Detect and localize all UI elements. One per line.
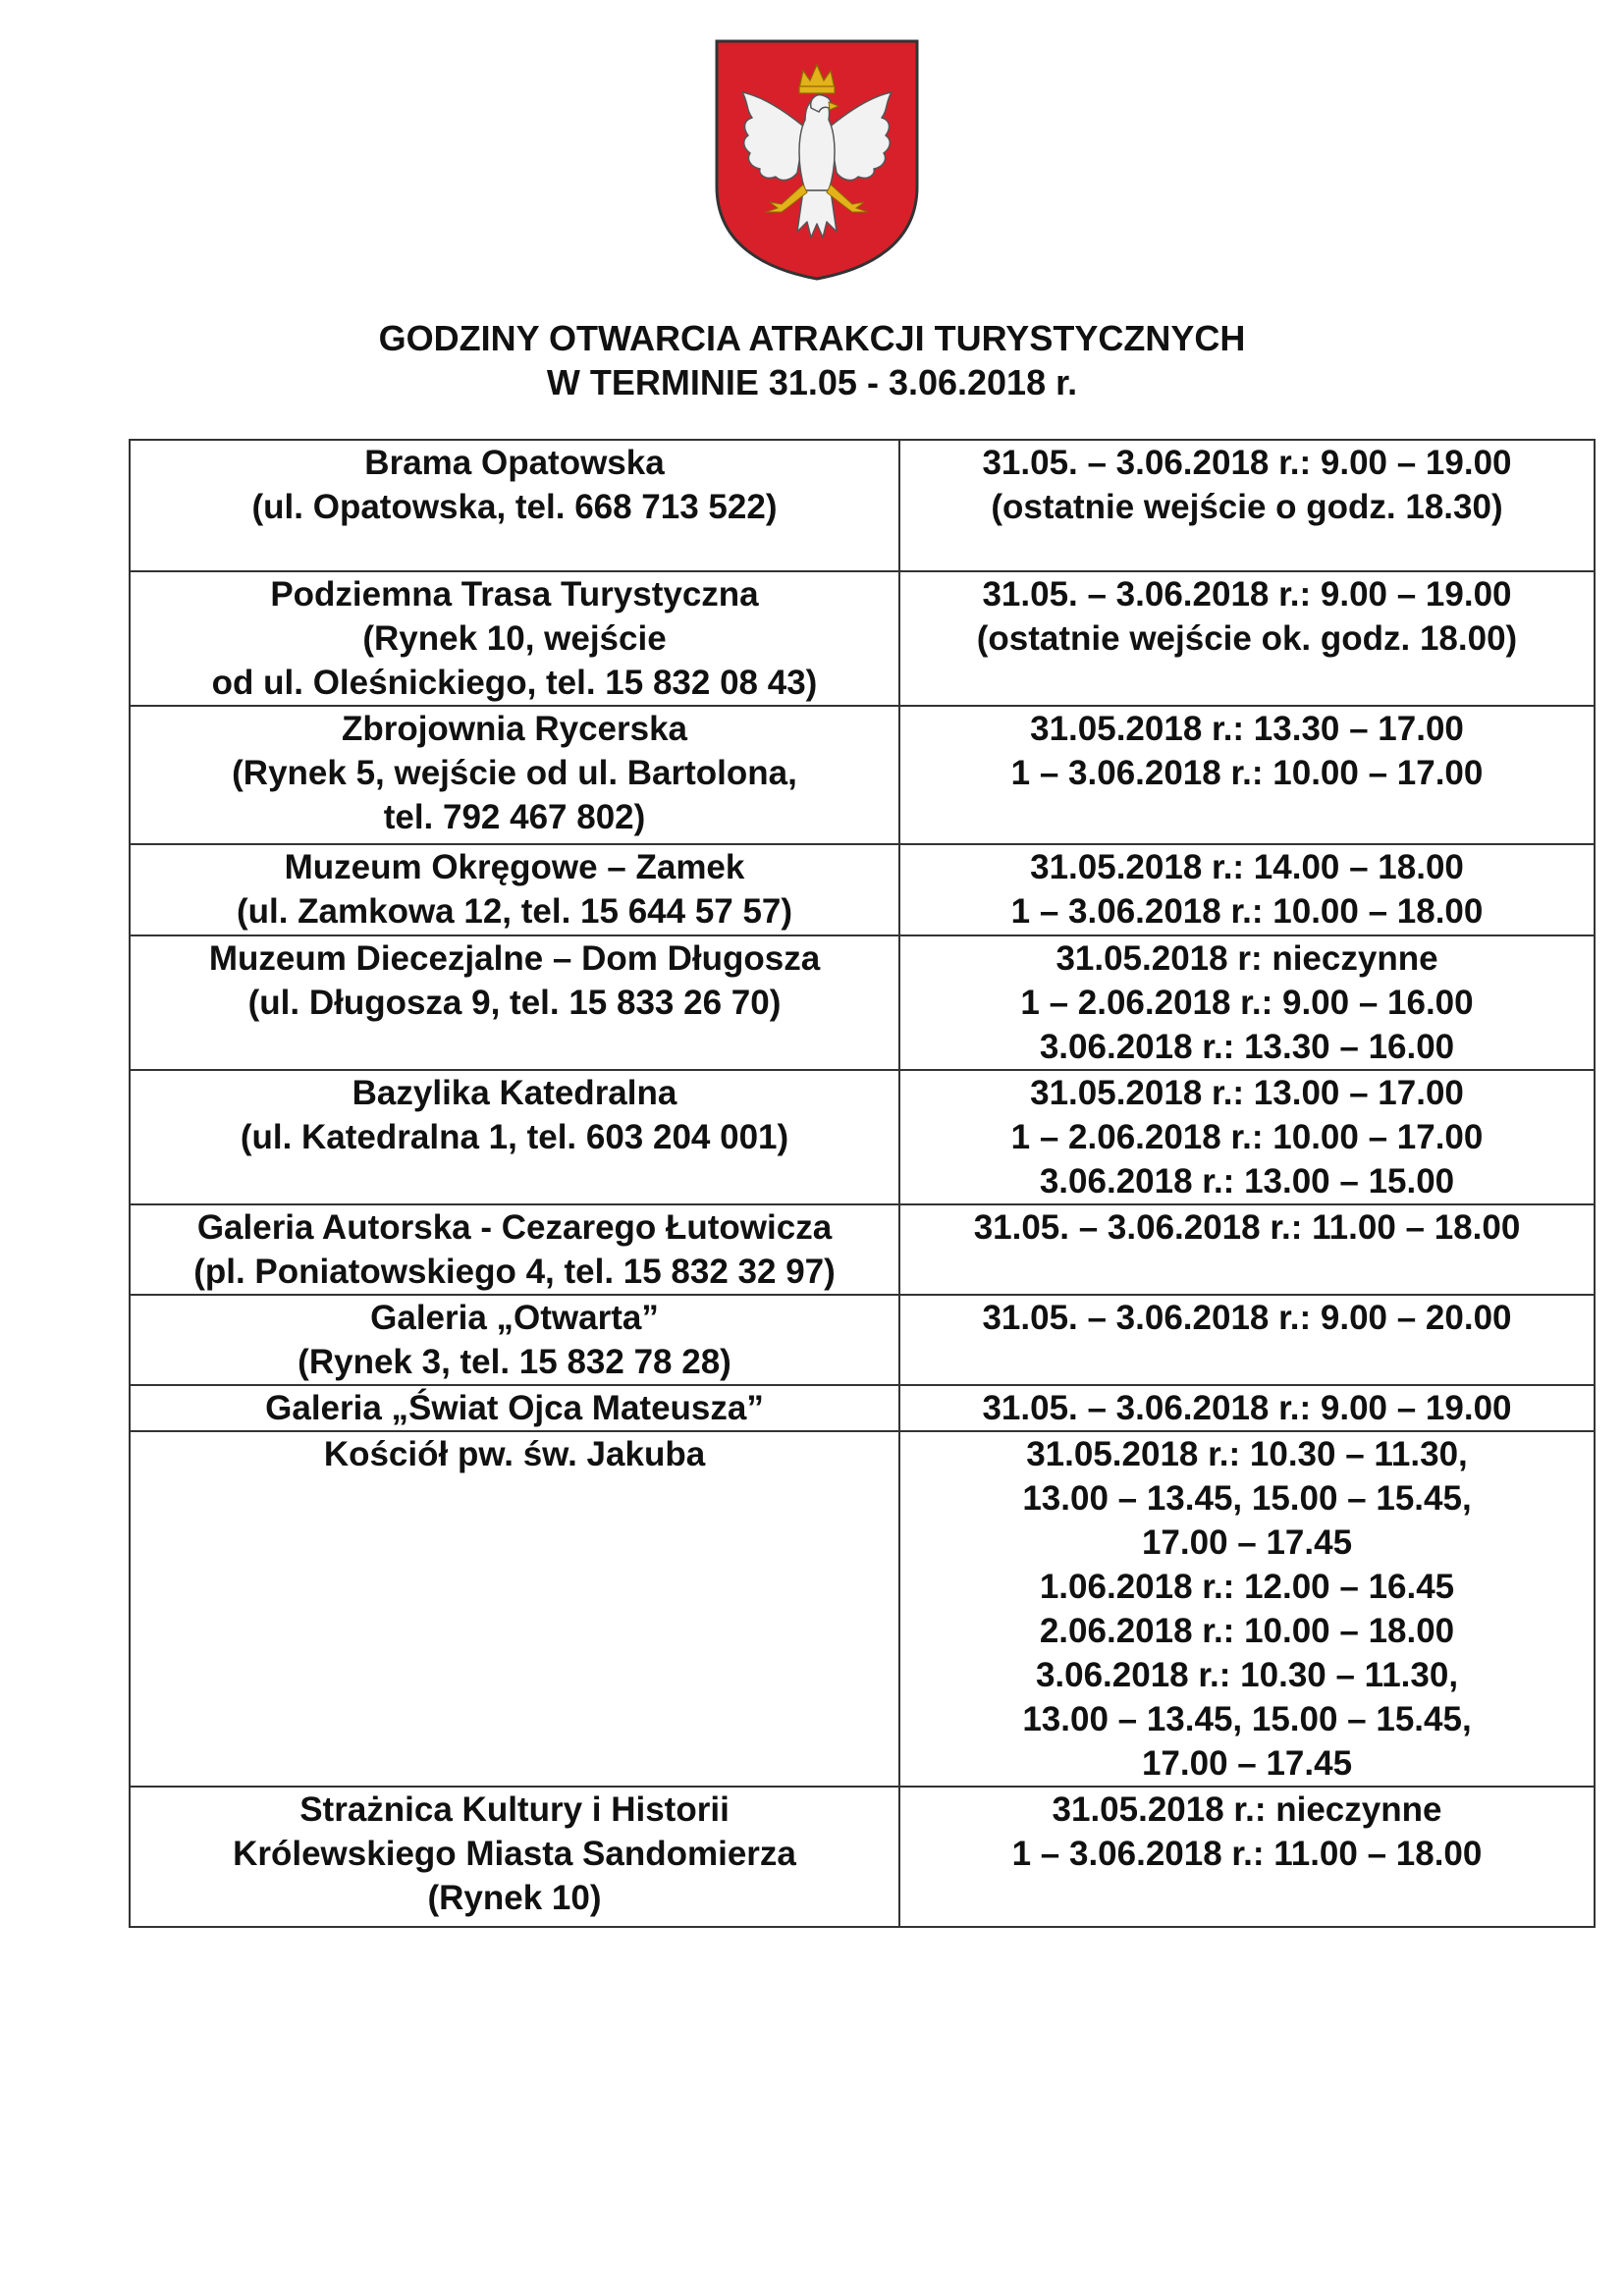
attraction-name: Podziemna Trasa Turystyczna <box>270 575 759 614</box>
attraction-address: (Rynek 10, wejście <box>362 619 667 658</box>
table-row <box>130 1431 1595 1787</box>
page-title: GODZINY OTWARCIA ATRAKCJI TURYSTYCZNYCH <box>378 318 1246 358</box>
table-row <box>130 844 1595 935</box>
hours-line: 31.05.2018 r.: nieczynne <box>1052 1790 1442 1829</box>
hours-cell <box>899 1295 1595 1385</box>
hours-line: 31.05. – 3.06.2018 r.: 9.00 – 19.00 <box>982 1389 1512 1427</box>
attraction-cell <box>130 935 899 1070</box>
hours-line: 17.00 – 17.45 <box>1141 1523 1353 1562</box>
attraction-name: Brama Opatowska <box>364 444 665 482</box>
hours-cell <box>899 571 1595 706</box>
hours-cell <box>899 1070 1595 1204</box>
hours-line: 31.05. – 3.06.2018 r.: 9.00 – 19.00 <box>982 444 1512 482</box>
hours-line: 1 – 2.06.2018 r.: 9.00 – 16.00 <box>1020 984 1474 1022</box>
hours-line: 3.06.2018 r.: 13.30 – 16.00 <box>1039 1028 1455 1066</box>
attraction-address: (ul. Długosza 9, tel. 15 833 26 70) <box>247 984 782 1022</box>
table-row <box>130 1204 1595 1295</box>
hours-line: 1 – 3.06.2018 r.: 10.00 – 17.00 <box>1010 754 1484 792</box>
hours-line: 31.05.2018 r: nieczynne <box>1056 939 1438 978</box>
hours-line: 17.00 – 17.45 <box>1141 1744 1353 1783</box>
page-subtitle: W TERMINIE 31.05 - 3.06.2018 r. <box>546 362 1078 402</box>
attraction-cell <box>130 1431 899 1787</box>
attraction-address: (Rynek 3, tel. 15 832 78 28) <box>298 1343 731 1381</box>
table-row <box>130 440 1595 571</box>
coat-of-arms-emblem <box>713 37 921 281</box>
attraction-cell <box>130 1385 899 1431</box>
attraction-cell <box>130 440 899 571</box>
attraction-name: Strażnica Kultury i Historii <box>299 1790 730 1829</box>
hours-line: 13.00 – 13.45, 15.00 – 15.45, <box>1022 1700 1472 1738</box>
attraction-cell <box>130 1787 899 1927</box>
attraction-cell <box>130 844 899 935</box>
table-row <box>130 706 1595 844</box>
attraction-cell <box>130 1070 899 1204</box>
hours-line: 3.06.2018 r.: 10.30 – 11.30, <box>1035 1656 1459 1694</box>
attraction-address: (ul. Zamkowa 12, tel. 15 644 57 57) <box>236 892 793 931</box>
hours-line: 1 – 3.06.2018 r.: 11.00 – 18.00 <box>1011 1835 1483 1873</box>
attraction-name: Muzeum Diecezjalne – Dom Długosza <box>208 939 821 978</box>
attraction-name: Królewskiego Miasta Sandomierza <box>233 1835 796 1873</box>
hours-cell <box>899 1385 1595 1431</box>
opening-hours-table <box>129 439 1596 1928</box>
hours-line: 31.05.2018 r.: 10.30 – 11.30, <box>1026 1435 1468 1473</box>
attraction-address: tel. 792 467 802) <box>383 798 646 836</box>
attraction-address: (Rynek 10) <box>427 1879 602 1917</box>
attraction-cell <box>130 1204 899 1295</box>
hours-line: 1.06.2018 r.: 12.00 – 16.45 <box>1039 1568 1455 1606</box>
hours-line: 31.05. – 3.06.2018 r.: 11.00 – 18.00 <box>973 1208 1521 1247</box>
table-row <box>130 1385 1595 1431</box>
table-row <box>130 1295 1595 1385</box>
attraction-name: Kościół pw. św. Jakuba <box>323 1435 706 1473</box>
attraction-address: (ul. Opatowska, tel. 668 713 522) <box>251 488 778 526</box>
hours-cell <box>899 1204 1595 1295</box>
attraction-cell <box>130 706 899 844</box>
hours-line: (ostatnie wejście o godz. 18.30) <box>991 488 1503 526</box>
table-row <box>130 1787 1595 1927</box>
hours-line: 31.05. – 3.06.2018 r.: 9.00 – 20.00 <box>982 1299 1512 1337</box>
attraction-name: Galeria „Świat Ojca Mateusza” <box>265 1389 764 1427</box>
hours-line: 31.05.2018 r.: 13.30 – 17.00 <box>1030 710 1464 748</box>
attraction-address: od ul. Oleśnickiego, tel. 15 832 08 43) <box>211 664 818 702</box>
hours-line: 31.05. – 3.06.2018 r.: 9.00 – 19.00 <box>982 575 1512 614</box>
attraction-name: Zbrojownia Rycerska <box>341 710 688 748</box>
attraction-cell <box>130 571 899 706</box>
attraction-name: Bazylika Katedralna <box>352 1074 677 1112</box>
hours-cell <box>899 440 1595 571</box>
attraction-name: Galeria „Otwarta” <box>370 1299 659 1337</box>
attraction-address: (pl. Poniatowskiego 4, tel. 15 832 32 97) <box>193 1253 836 1291</box>
hours-cell <box>899 706 1595 844</box>
attraction-address: (ul. Katedralna 1, tel. 603 204 001) <box>240 1118 789 1156</box>
hours-cell <box>899 1787 1595 1927</box>
table-row <box>130 1070 1595 1204</box>
hours-line: 2.06.2018 r.: 10.00 – 18.00 <box>1039 1612 1455 1650</box>
attraction-address: (Rynek 5, wejście od ul. Bartolona, <box>232 754 797 792</box>
hours-line: 1 – 3.06.2018 r.: 10.00 – 18.00 <box>1010 892 1484 931</box>
hours-cell <box>899 1431 1595 1787</box>
hours-line: 13.00 – 13.45, 15.00 – 15.45, <box>1022 1479 1472 1518</box>
document-heading <box>0 316 1624 404</box>
attraction-name: Muzeum Okręgowe – Zamek <box>284 848 745 886</box>
hours-cell <box>899 844 1595 935</box>
attraction-cell <box>130 1295 899 1385</box>
table-row <box>130 571 1595 706</box>
attraction-name: Galeria Autorska - Cezarego Łutowicza <box>196 1208 833 1247</box>
hours-line: 31.05.2018 r.: 13.00 – 17.00 <box>1030 1074 1464 1112</box>
hours-line: 3.06.2018 r.: 13.00 – 15.00 <box>1039 1162 1455 1201</box>
table-row <box>130 935 1595 1070</box>
hours-line: 1 – 2.06.2018 r.: 10.00 – 17.00 <box>1010 1118 1484 1156</box>
hours-cell <box>899 935 1595 1070</box>
hours-line: (ostatnie wejście ok. godz. 18.00) <box>976 619 1518 658</box>
hours-line: 31.05.2018 r.: 14.00 – 18.00 <box>1030 848 1464 886</box>
